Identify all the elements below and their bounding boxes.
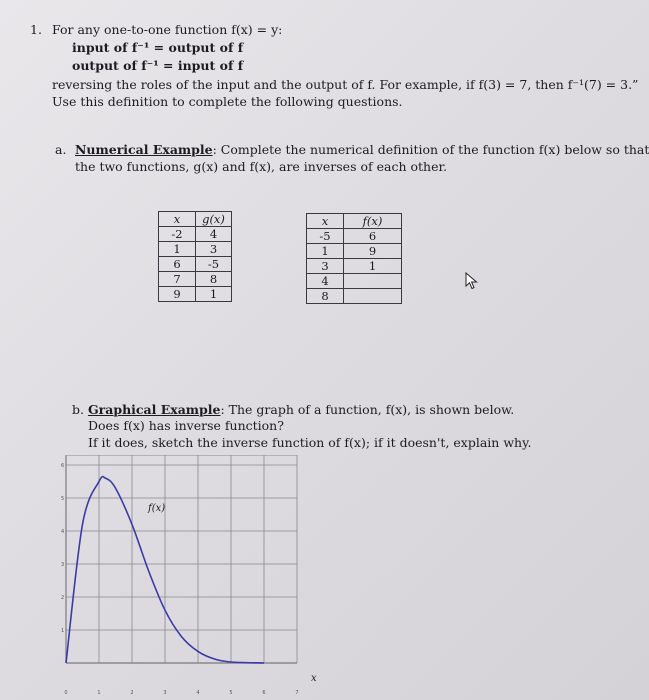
y-tick-labels: [61, 463, 64, 634]
table-cell: 7: [159, 272, 196, 287]
part-a-line-1: [75, 142, 649, 158]
definition-line-4: reversing the roles of the input and the output of f. For example, if f(3) = 7, then f⁻¹(7) = 3.”: [52, 77, 639, 92]
definition-line-2: input of f⁻¹ = output of f: [72, 40, 244, 55]
answer-cell[interactable]: [344, 289, 402, 304]
y-tick-label: 4: [61, 529, 65, 535]
table-cell: 6: [159, 257, 196, 272]
x-tick-label: 7: [295, 690, 299, 696]
part-b-label: b.: [72, 402, 84, 417]
table-row: [159, 257, 232, 272]
part-a-text-1: : Complete the numerical definition of the function f(x) below so that: [212, 142, 649, 157]
table-cell: -5: [307, 229, 344, 244]
definition-line-3: output of f⁻¹ = input of f: [72, 58, 244, 73]
x-tick-labels: [64, 690, 298, 696]
table-cell: 1: [159, 242, 196, 257]
definition-line-5: Use this definition to complete the following questions.: [52, 94, 403, 109]
definition-line-1: For any one-to-one function f(x) = y:: [52, 22, 283, 37]
part-a-title: Numerical Example: [75, 142, 213, 157]
table-cell: 9: [344, 244, 402, 259]
table-cell: 8: [307, 289, 344, 304]
x-tick-label: 1: [97, 690, 101, 696]
part-b-line-1: [72, 402, 514, 418]
graph-grid: [66, 455, 297, 663]
x-tick-label: 4: [196, 690, 200, 696]
table-g: [158, 211, 232, 302]
x-tick-label: 0: [64, 690, 68, 696]
table-row: [307, 244, 402, 259]
x-tick-label: 3: [163, 690, 167, 696]
question-number: 1.: [30, 22, 42, 37]
y-tick-label: 2: [61, 595, 65, 601]
table-cell: 3: [307, 259, 344, 274]
table-g-header-x: x: [159, 212, 196, 227]
table-cell: 1: [196, 287, 232, 302]
curve-label: f(x): [148, 503, 166, 514]
table-f: [306, 213, 402, 304]
table-cell: 1: [307, 244, 344, 259]
part-b-text-1: : The graph of a function, f(x), is shown below.: [220, 402, 515, 417]
x-tick-label: 5: [229, 690, 233, 696]
table-row: [307, 259, 402, 274]
table-row: [159, 287, 232, 302]
table-row: [159, 227, 232, 242]
part-a-text-2: the two functions, g(x) and f(x), are inverses of each other.: [75, 159, 448, 174]
y-tick-label: 6: [61, 463, 65, 469]
part-a-label: a.: [55, 142, 67, 157]
answer-cell[interactable]: [344, 274, 402, 289]
x-axis-label: x: [311, 673, 317, 684]
table-row: [307, 229, 402, 244]
part-b-text-3: If it does, sketch the inverse function of f(x); if it doesn't, explain why.: [88, 435, 532, 450]
table-cell: -5: [196, 257, 232, 272]
table-f-header-x: x: [307, 214, 344, 229]
part-b-title: Graphical Example: [87, 402, 221, 417]
table-cell: 1: [344, 259, 402, 274]
y-tick-label: 1: [61, 628, 65, 634]
y-tick-label: 5: [61, 496, 65, 502]
x-tick-label: 6: [262, 690, 266, 696]
table-f-header-f: f(x): [344, 214, 402, 229]
table-row: [159, 272, 232, 287]
table-cell: 9: [159, 287, 196, 302]
function-graph: [60, 455, 322, 700]
table-cell: 8: [196, 272, 232, 287]
table-cell: 6: [344, 229, 402, 244]
x-tick-label: 2: [130, 690, 134, 696]
table-cell: 4: [307, 274, 344, 289]
table-row: [307, 289, 402, 304]
table-cell: 4: [196, 227, 232, 242]
part-b-text-2: Does f(x) has inverse function?: [88, 418, 284, 433]
table-row: [307, 274, 402, 289]
y-tick-label: 3: [61, 562, 65, 568]
table-cell: -2: [159, 227, 196, 242]
table-cell: 3: [196, 242, 232, 257]
table-g-header-g: g(x): [196, 212, 232, 227]
mouse-cursor-icon: [465, 272, 479, 290]
table-row: [159, 242, 232, 257]
